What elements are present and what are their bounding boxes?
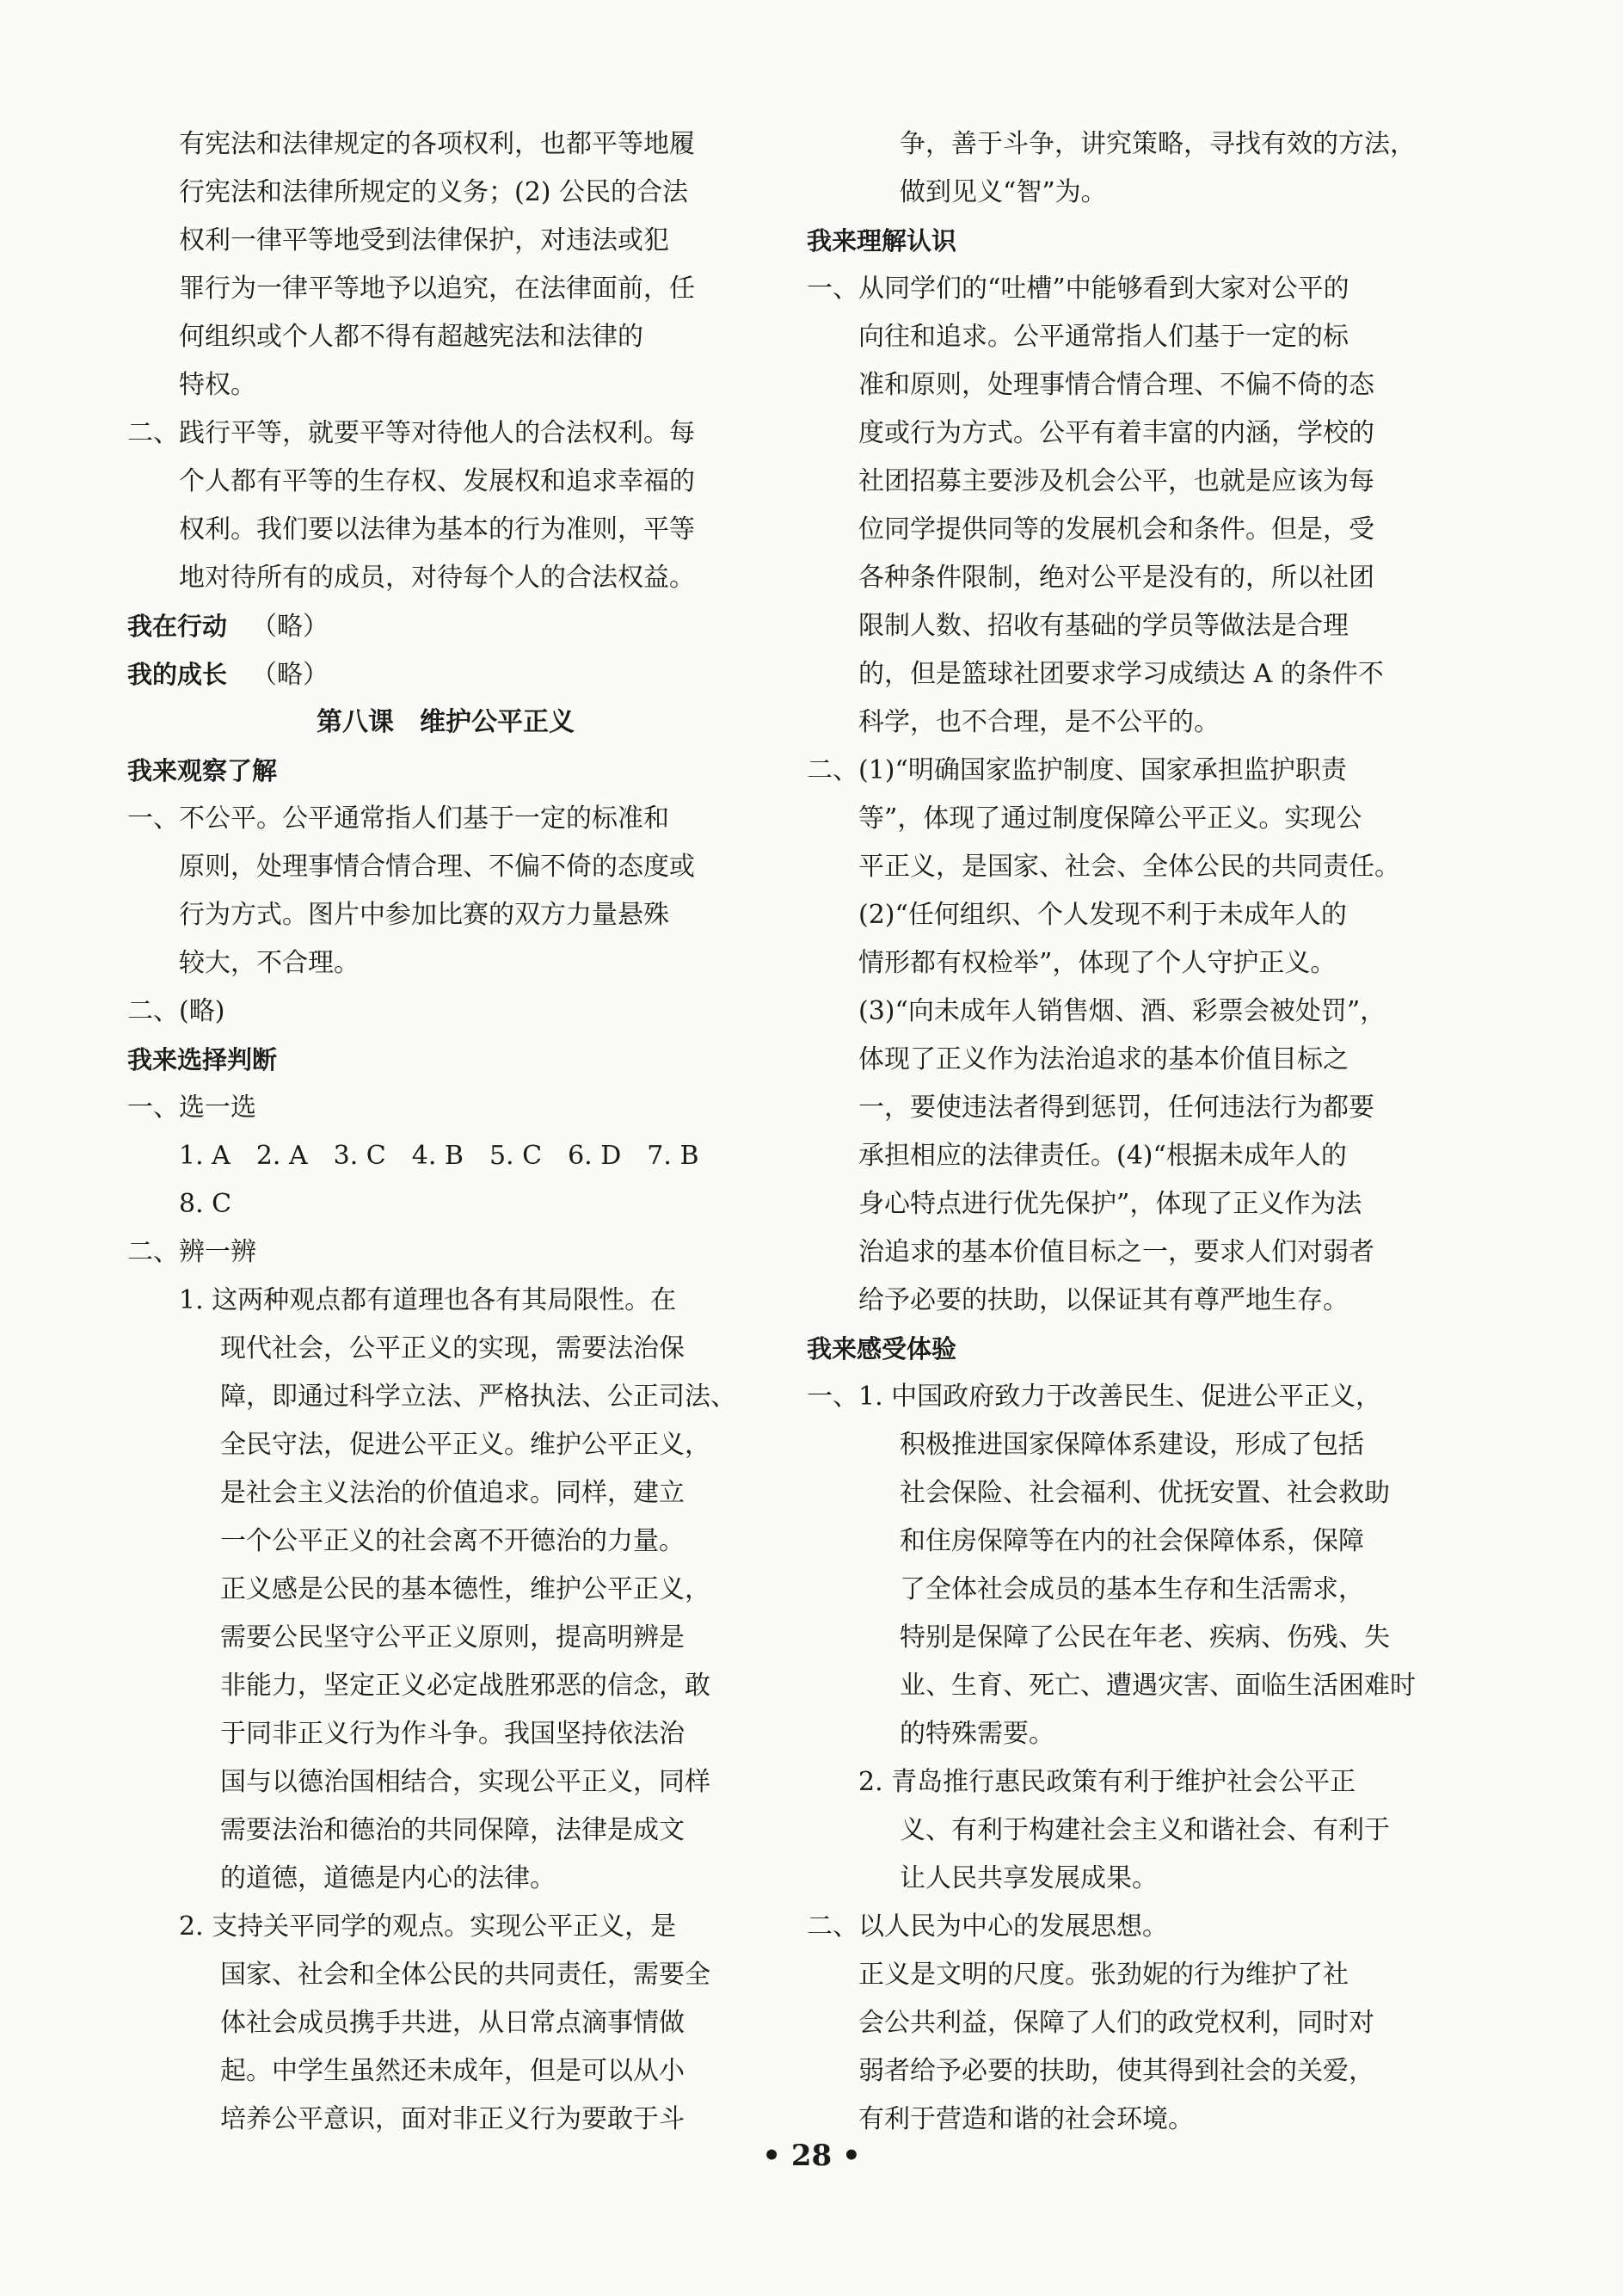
text-line: 的特殊需要。 xyxy=(900,1719,1054,1749)
right-column xyxy=(807,120,1454,2144)
text-line: 一、从同学们的“吐槽”中能够看到大家对公平的 xyxy=(807,274,1349,304)
text-line: 了全体社会成员的基本生存和生活需求， xyxy=(900,1574,1364,1604)
text-line: 一，要使违法者得到惩罚，任何违法行为都要 xyxy=(858,1093,1374,1123)
text-line: 业、生育、死亡、遭遇灾害、面临生活困难时 xyxy=(900,1671,1416,1701)
section-note: （略） xyxy=(251,660,329,690)
text-line: 一、1. 中国政府致力于改善民生、促进公平正义， xyxy=(807,1382,1382,1412)
text-line: 向往和追求。公平通常指人们基于一定的标 xyxy=(858,322,1349,352)
text-line: 争，善于斗争，讲究策略，寻找有效的方法， xyxy=(900,129,1416,159)
text-line: 二、辨一辨 xyxy=(127,1237,256,1267)
text-line: (2)“任何组织、个人发现不利于未成年人的 xyxy=(858,900,1347,930)
text-line: 1. A 2. A 3. C 4. B 5. C 6. D 7. B xyxy=(179,1141,699,1171)
text-line: 2. 支持关平同学的观点。实现公平正义，是 xyxy=(179,1911,677,1942)
text-line: 度或行为方式。公平有着丰富的内涵，学校的 xyxy=(858,418,1374,448)
text-line: 治追求的基本价值目标之一，要求人们对弱者 xyxy=(858,1237,1374,1267)
section-heading xyxy=(807,217,1454,265)
text-line: 有宪法和法律规定的各项权利，也都平等地履 xyxy=(179,129,695,159)
text-line: 于同非正义行为作斗争。我国坚持依法治 xyxy=(220,1719,685,1749)
text-line: 一、选一选 xyxy=(127,1093,256,1123)
text-line: 社会保险、社会福利、优抚安置、社会救助 xyxy=(900,1478,1390,1508)
left-column xyxy=(127,120,764,2144)
section-heading-text: 我来感受体验 xyxy=(807,1334,957,1363)
text-line: 权利一律平等地受到法律保护，对违法或犯 xyxy=(179,225,669,255)
text-line: 平正义，是国家、社会、全体公民的共同责任。 xyxy=(858,852,1400,882)
text-line: 一个公平正义的社会离不开德治的力量。 xyxy=(220,1526,685,1556)
text-line: 会公共利益，保障了人们的政党权利，同时对 xyxy=(858,2008,1374,2038)
text-line: 需要法治和德治的共同保障，法律是成文 xyxy=(220,1815,685,1845)
text-line: 罪行为一律平等地予以追究，在法律面前，任 xyxy=(179,274,695,304)
section-heading xyxy=(127,1036,764,1084)
page-number: • 28 • xyxy=(762,2139,861,2173)
text-line: 体社会成员携手共进，从日常点滴事情做 xyxy=(220,2008,685,2038)
text-line: 非能力，坚定正义必定战胜邪恶的信念，敢 xyxy=(220,1671,710,1701)
section-heading-text: 我来理解认识 xyxy=(807,226,957,255)
text-line: 科学，也不合理，是不公平的。 xyxy=(858,707,1220,737)
text-line: 国与以德治国相结合，实现公平正义，同样 xyxy=(220,1767,710,1797)
text-line: 何组织或个人都不得有超越宪法和法律的 xyxy=(179,322,643,352)
text-line: 原则，处理事情合情合理、不偏不倚的态度或 xyxy=(179,852,695,882)
text-line: 体现了正义作为法治追求的基本价值目标之 xyxy=(858,1044,1349,1074)
text-line: 起。中学生虽然还未成年，但是可以从小 xyxy=(220,2056,685,2086)
text-line: 2. 青岛推行惠民政策有利于维护社会公平正 xyxy=(858,1767,1356,1797)
text-line: 特别是保障了公民在年老、疾病、伤残、失 xyxy=(900,1622,1390,1653)
section-heading-text: 我来选择判断 xyxy=(127,1045,278,1074)
text-line: 承担相应的法律责任。(4)“根据未成年人的 xyxy=(858,1141,1347,1171)
text-line: 较大，不合理。 xyxy=(179,948,360,978)
text-line: 义、有利于构建社会主义和谐社会、有利于 xyxy=(900,1815,1390,1845)
text-line: 让人民共享发展成果。 xyxy=(900,1863,1158,1893)
section-heading xyxy=(127,747,764,795)
text-line: 积极推进国家保障体系建设，形成了包括 xyxy=(900,1430,1364,1460)
text-line: 等”，体现了通过制度保障公平正义。实现公 xyxy=(858,803,1362,834)
text-line: 情形都有权检举”，体现了个人守护正义。 xyxy=(858,948,1337,978)
text-line: 二、以人民为中心的发展思想。 xyxy=(807,1911,1168,1942)
text-line: 二、践行平等，就要平等对待他人的合法权利。每 xyxy=(127,418,695,448)
section-note: （略） xyxy=(251,612,329,642)
text-line: 位同学提供同等的发展机会和条件。但是，受 xyxy=(858,514,1374,545)
text-line: 社团招募主要涉及机会公平，也就是应该为每 xyxy=(858,466,1374,496)
text-line: 有利于营造和谐的社会环境。 xyxy=(858,2104,1194,2134)
section-heading xyxy=(127,650,764,699)
text-line: 地对待所有的成员，对待每个人的合法权益。 xyxy=(179,563,695,593)
text-line: 限制人数、招收有基础的学员等做法是合理 xyxy=(858,611,1349,641)
section-heading-text: 我在行动 xyxy=(127,612,228,641)
lesson-title: 第八课 维护公平正义 xyxy=(317,707,575,737)
text-line: (3)“向未成年人销售烟、酒、彩票会被处罚”， xyxy=(858,996,1386,1026)
text-line: 特权。 xyxy=(179,370,256,400)
text-line: 给予必要的扶助，以保证其有尊严地生存。 xyxy=(858,1285,1349,1315)
text-line: 个人都有平等的生存权、发展权和追求幸福的 xyxy=(179,466,695,496)
text-line: 身心特点进行优先保护”，体现了正义作为法 xyxy=(858,1189,1362,1219)
text-line: 现代社会，公平正义的实现，需要法治保 xyxy=(220,1333,685,1363)
text-line: 二、(略) xyxy=(127,996,225,1026)
text-line: 的道德，道德是内心的法律。 xyxy=(220,1863,556,1893)
section-heading xyxy=(807,1325,1454,1373)
text-line: 行为方式。图片中参加比赛的双方力量悬殊 xyxy=(179,900,669,930)
text-line: 正义感是公民的基本德性，维护公平正义， xyxy=(220,1574,710,1604)
text-line: 弱者给予必要的扶助，使其得到社会的关爱， xyxy=(858,2056,1374,2086)
text-line: 障，即通过科学立法、严格执法、公正司法、 xyxy=(220,1382,736,1412)
text-line: 全民守法，促进公平正义。维护公平正义， xyxy=(220,1430,710,1460)
text-line: 国家、社会和全体公民的共同责任，需要全 xyxy=(220,1960,710,1990)
section-heading-text: 我来观察了解 xyxy=(127,756,278,785)
section-heading-text: 我的成长 xyxy=(127,660,228,689)
text-line: 和住房保障等在内的社会保障体系，保障 xyxy=(900,1526,1364,1556)
text-line: 权利。我们要以法律为基本的行为准则，平等 xyxy=(179,514,695,545)
text-line: 需要公民坚守公平正义原则，提高明辨是 xyxy=(220,1622,685,1653)
text-line: 行宪法和法律所规定的义务；(2) 公民的合法 xyxy=(179,177,689,207)
section-heading xyxy=(127,602,764,650)
text-line: 各种条件限制，绝对公平是没有的，所以社团 xyxy=(858,563,1374,593)
text-line: 二、(1)“明确国家监护制度、国家承担监护职责 xyxy=(807,755,1347,785)
text-line: 准和原则，处理事情合情合理、不偏不倚的态 xyxy=(858,370,1374,400)
text-line: 一、不公平。公平通常指人们基于一定的标准和 xyxy=(127,803,669,834)
text-line: 的，但是篮球社团要求学习成绩达 A 的条件不 xyxy=(858,659,1384,689)
text-line: 1. 这两种观点都有道理也各有其局限性。在 xyxy=(179,1285,677,1315)
text-line: 做到见义“智”为。 xyxy=(900,177,1107,207)
text-line: 是社会主义法治的价值追求。同样，建立 xyxy=(220,1478,685,1508)
text-line: 8. C xyxy=(179,1189,232,1219)
text-line: 正义是文明的尺度。张劲妮的行为维护了社 xyxy=(858,1960,1349,1990)
text-line: 培养公平意识，面对非正义行为要敢于斗 xyxy=(220,2104,685,2134)
